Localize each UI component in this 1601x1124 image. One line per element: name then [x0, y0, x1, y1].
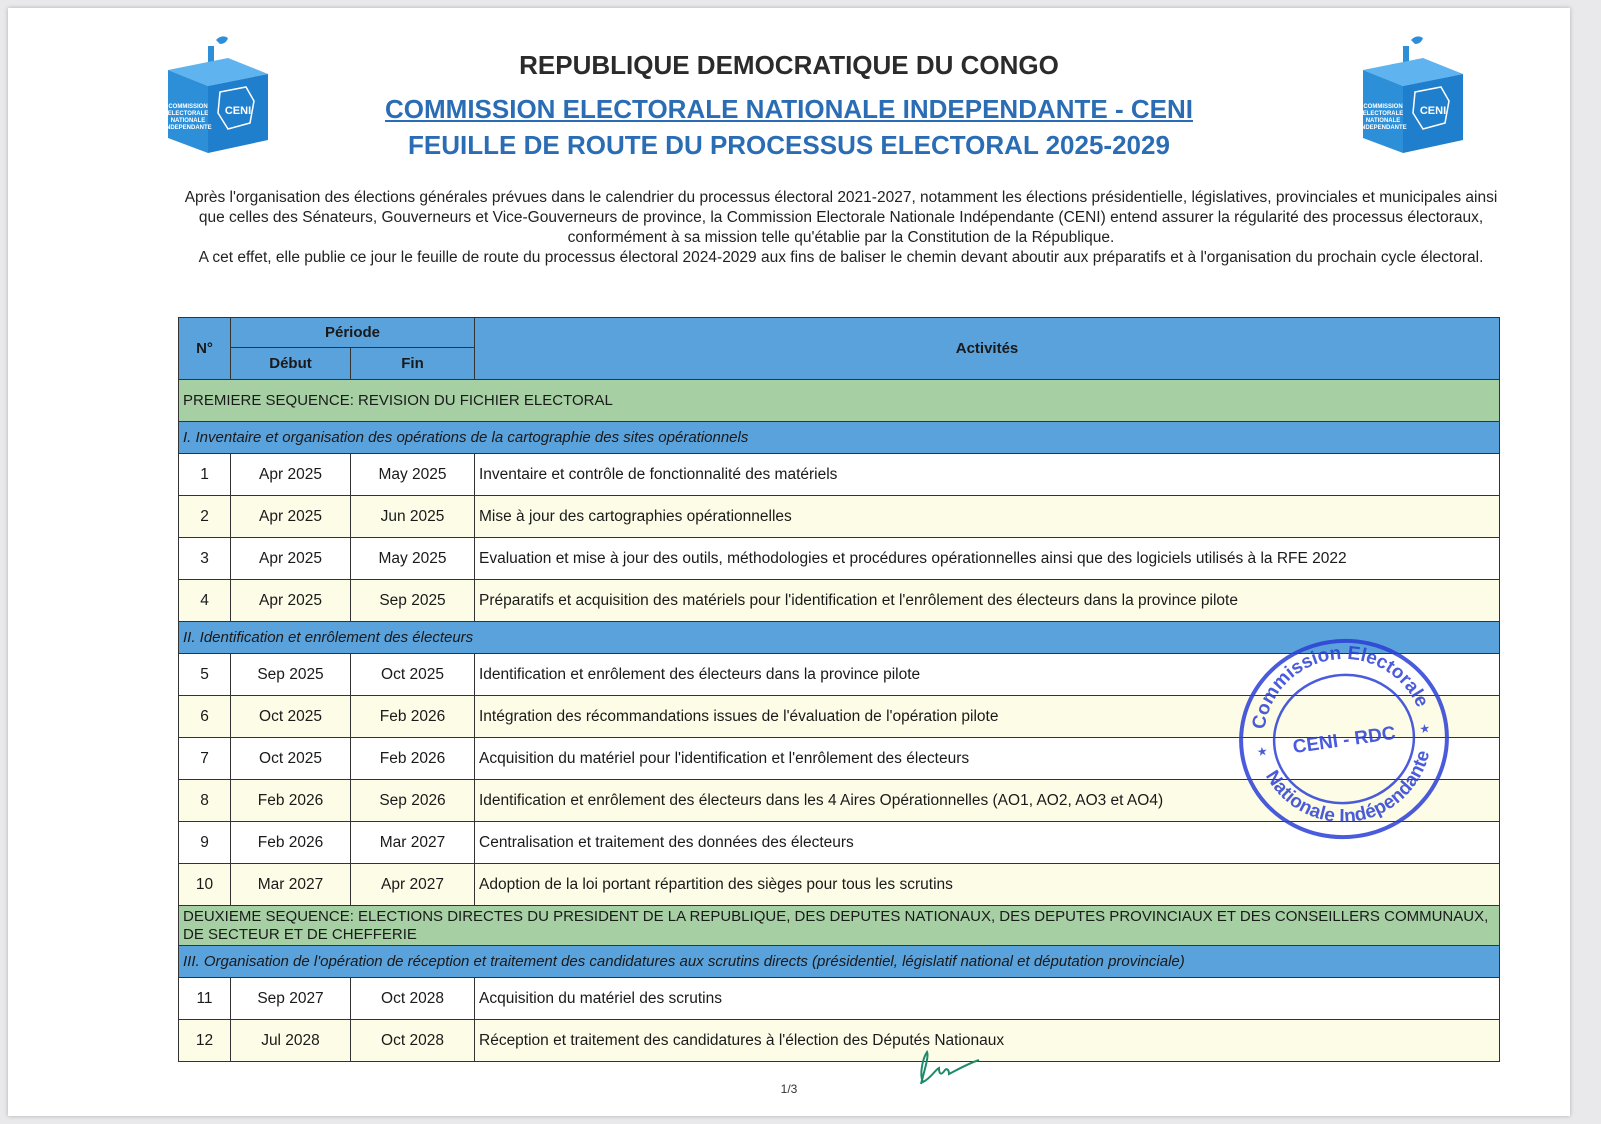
logo-text-line: COMMISSION: [168, 104, 208, 110]
table-row: [179, 538, 1500, 580]
logo-text-line: COMMISSION: [1363, 104, 1403, 110]
row-fin: Oct 2025: [351, 654, 475, 696]
section-row: [179, 422, 1500, 454]
table-row: [179, 864, 1500, 906]
row-fin: Oct 2028: [351, 978, 475, 1020]
stamp-star-icon: ★: [1418, 720, 1432, 737]
commission-title: COMMISSION ELECTORALE NATIONALE INDEPENDANTE - CENI: [385, 94, 1193, 124]
logo-text-line: ELECTORALE: [167, 111, 209, 117]
stamp-outer-top-text: [1239, 634, 1434, 737]
row-number: 1: [179, 454, 231, 496]
row-activity: Acquisition du matériel pour l'identification et l'enrôlement des électeurs: [475, 738, 1500, 780]
stamp-center-text: CENI - RDC: [1291, 722, 1397, 759]
row-debut: Feb 2026: [231, 822, 351, 864]
logo-text-line: INDEPENDANTE: [164, 125, 212, 131]
row-number: 12: [179, 1020, 231, 1062]
page-number: 1/3: [780, 1082, 798, 1096]
row-activity: Intégration des récommandations issues de l'évaluation de l'opération pilote: [475, 696, 1500, 738]
row-activity: Préparatifs et acquisition des matériels pour l'identification et l'enrôlement des électeurs dans la province pilote: [475, 580, 1500, 622]
row-number: 5: [179, 654, 231, 696]
row-number: 11: [179, 978, 231, 1020]
row-fin: Feb 2026: [351, 738, 475, 780]
row-number: 6: [179, 696, 231, 738]
col-header-periode: Période: [231, 318, 475, 348]
table-row: [179, 580, 1500, 622]
roadmap-title: FEUILLE DE ROUTE DU PROCESSUS ELECTORAL 2025-2029: [408, 130, 1170, 160]
document-page: [8, 8, 1570, 1116]
table-row: [179, 454, 1500, 496]
logo-text-line: NATIONALE: [170, 118, 206, 124]
intro-paragraph-2: A cet effet, elle publie ce jour le feuille de route du processus électoral 2024-2029 aux fins de baliser le chemin devant aboutir aux préparatifs et à l'organisation du prochain cycle électoral.: [198, 249, 1484, 266]
table-row: [179, 496, 1500, 538]
logo-brand-text: CENI: [224, 105, 252, 117]
row-debut: Jul 2028: [231, 1020, 351, 1062]
row-activity: Mise à jour des cartographies opérationnelles: [475, 496, 1500, 538]
row-debut: Oct 2025: [231, 696, 351, 738]
row-activity: Réception et traitement des candidatures à l'élection des Députés Nationaux: [475, 1020, 1500, 1062]
row-number: 4: [179, 580, 231, 622]
col-header-activites: Activités: [475, 318, 1500, 380]
row-activity: Evaluation et mise à jour des outils, méthodologies et procédures opérationnelles ainsi que des logiciels utilisés à la RFE 2022: [475, 538, 1500, 580]
row-fin: Mar 2027: [351, 822, 475, 864]
row-debut: Mar 2027: [231, 864, 351, 906]
sequence-row: [179, 380, 1500, 422]
stamp-star-icon: ★: [1256, 743, 1269, 760]
row-fin: Sep 2025: [351, 580, 475, 622]
row-activity: Identification et enrôlement des électeurs dans les 4 Aires Opérationnelles (AO1, AO2, AO3 et AO4): [475, 780, 1500, 822]
section-title: II. Identification et enrôlement des électeurs: [179, 622, 1500, 654]
intro-paragraph-1: Après l'organisation des élections générales prévues dans le calendrier du processus électoral 2021-2027, notamment les élections présidentielle, législatives, provinciales et municipales ainsi que celles des Sénateurs, Gouverneurs et Vice-Gouverneurs de province, la Commission Electorale Nationale Indépendante (CENI) entend assurer la régularité des processus électoraux, conformément à sa mission telle qu'établie par la Constitution de la République.: [184, 189, 1498, 246]
row-activity: Inventaire et contrôle de fonctionnalité des matériels: [475, 454, 1500, 496]
section-title: III. Organisation de l'opération de réception et traitement des candidatures aux scrutins directs (présidentiel, législatif national et députation provinciale): [179, 946, 1500, 978]
sequence-row: [179, 906, 1500, 946]
row-debut: Oct 2025: [231, 738, 351, 780]
stamp-outer-bottom-path: Nationale Indépendante: [1261, 748, 1435, 828]
row-debut: Sep 2025: [231, 654, 351, 696]
intro-text: [180, 188, 1502, 268]
row-fin: Oct 2028: [351, 1020, 475, 1062]
section-row: [179, 946, 1500, 978]
row-debut: Apr 2025: [231, 454, 351, 496]
commission-title-wrap: [8, 94, 1570, 125]
row-fin: Jun 2025: [351, 496, 475, 538]
row-debut: Feb 2026: [231, 780, 351, 822]
row-activity: Centralisation et traitement des données des électeurs: [475, 822, 1500, 864]
country-title: REPUBLIQUE DEMOCRATIQUE DU CONGO: [519, 50, 1059, 80]
section-title: I. Inventaire et organisation des opérations de la cartographie des sites opérationnels: [179, 422, 1500, 454]
col-header-fin: Fin: [351, 348, 475, 380]
stamp-outer-bottom-text: [1260, 745, 1443, 838]
row-fin: Feb 2026: [351, 696, 475, 738]
row-fin: May 2025: [351, 454, 475, 496]
row-activity: Identification et enrôlement des électeurs dans la province pilote: [475, 654, 1500, 696]
row-debut: Sep 2027: [231, 978, 351, 1020]
row-activity: Adoption de la loi portant répartition des sièges pour tous les scrutins: [475, 864, 1500, 906]
ceni-stamp: [1234, 634, 1454, 844]
row-number: 8: [179, 780, 231, 822]
logo-text-line: INDEPENDANTE: [1359, 125, 1407, 131]
row-activity: Acquisition du matériel des scrutins: [475, 978, 1500, 1020]
table-row: [179, 1020, 1500, 1062]
stamp-outer-top-path: Commission Electorale: [1248, 642, 1433, 731]
row-fin: Apr 2027: [351, 864, 475, 906]
row-debut: Apr 2025: [231, 496, 351, 538]
row-fin: Sep 2026: [351, 780, 475, 822]
row-debut: Apr 2025: [231, 580, 351, 622]
logo-text-line: ELECTORALE: [1362, 111, 1404, 117]
table-row: [179, 978, 1500, 1020]
col-header-no: N°: [179, 318, 231, 380]
row-number: 7: [179, 738, 231, 780]
col-header-debut: Début: [231, 348, 351, 380]
row-number: 10: [179, 864, 231, 906]
row-number: 3: [179, 538, 231, 580]
row-fin: May 2025: [351, 538, 475, 580]
row-debut: Apr 2025: [231, 538, 351, 580]
sequence-title: PREMIERE SEQUENCE: REVISION DU FICHIER ELECTORAL: [179, 380, 1500, 422]
row-number: 2: [179, 496, 231, 538]
logo-text-line: NATIONALE: [1365, 118, 1401, 124]
logo-brand-text: CENI: [1419, 105, 1447, 117]
sequence-title: DEUXIEME SEQUENCE: ELECTIONS DIRECTES DU PRESIDENT DE LA REPUBLIQUE, DES DEPUTES NATIONAUX, DES DEPUTES PROVINCIAUX ET DES CONSEILLERS COMMUNAUX, DE SECTEUR ET DE CHEFFERIE: [179, 906, 1500, 946]
row-number: 9: [179, 822, 231, 864]
